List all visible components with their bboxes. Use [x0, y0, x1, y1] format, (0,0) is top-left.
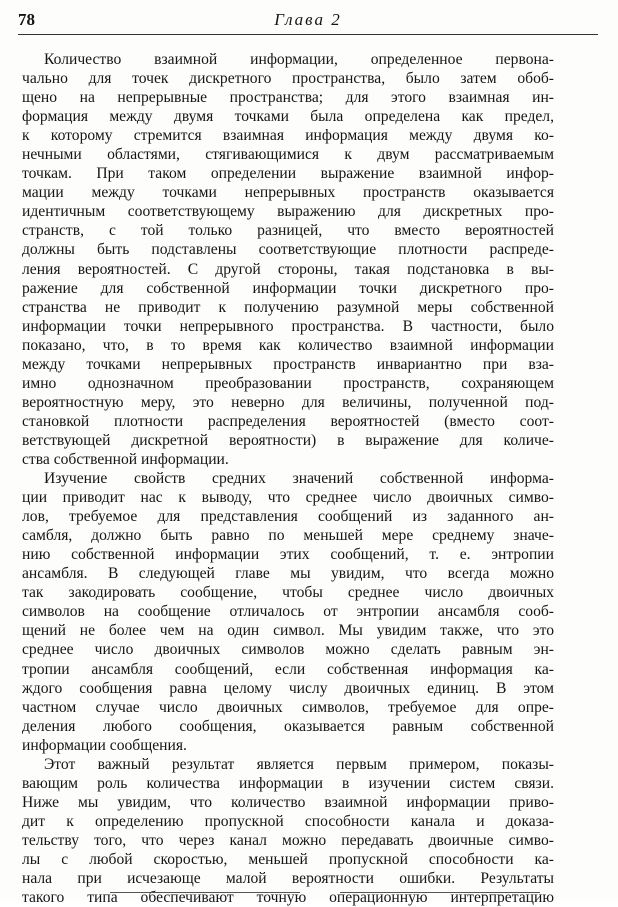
header-divider	[18, 34, 598, 35]
text-line: мации между точками непрерывных пространств оказывается	[22, 184, 554, 202]
text-line: дит к определению пропускной способности канала и доказа-	[22, 812, 554, 830]
running-title: Глава 2	[274, 10, 342, 29]
text-line: ждого сообщения равна целому числу двоичных единиц. В этом	[22, 679, 554, 697]
text-line: частном случае число двоичных символов, требуемое для опре-	[22, 698, 554, 716]
text-line: идентичным соответствующему выражению для дискретных про-	[22, 203, 554, 221]
text-line: вающим роль количества информации в изучении систем связи.	[22, 774, 554, 792]
text-line: нечными областями, стягивающимися к двум рассматриваемым	[22, 146, 554, 164]
text-line: деления любого сообщения, оказывается равным собственной	[22, 717, 554, 735]
page-number: 78	[18, 10, 35, 29]
text-line: лы с любой скоростью, меньшей пропускной способности ка-	[22, 850, 554, 868]
text-line: информации сообщения.	[22, 736, 187, 754]
text-line: формация между двумя точками была определена как предел,	[22, 108, 554, 126]
text-line: нию собственной информации этих сообщений, т. е. энтропии	[22, 546, 554, 564]
paragraph	[22, 50, 554, 469]
body-text	[22, 50, 554, 907]
footer-rule-right	[340, 892, 540, 893]
text-line: Ниже мы увидим, что количество взаимной информации приво-	[22, 793, 554, 811]
text-line: между точками непрерывных пространств инвариантно при вза-	[22, 355, 554, 373]
text-line: лов, требуемое для представления сообщений из заданного ан-	[22, 508, 554, 526]
text-line: тельству того, что через канал можно передавать двоичные симво-	[22, 831, 554, 849]
text-line: ции приводит нас к выводу, что среднее число двоичных симво-	[22, 489, 554, 507]
text-line: нала при исчезающе малой вероятности ошибки. Результаты	[22, 870, 554, 888]
text-line: Этот важный результат является первым примером, показы-	[44, 755, 554, 773]
text-line: самбля, должно быть равно по меньшей мере среднему значе-	[22, 527, 554, 545]
text-line: тропии ансамбля сообщений, если собственная информация ка-	[22, 660, 554, 678]
paragraph	[22, 755, 554, 907]
text-line: ражение для собственной информации точки дискретного про-	[22, 279, 554, 297]
text-line: щений не более чем на один символ. Мы увидим также, что это	[22, 622, 554, 640]
text-line: такого типа обеспечивают точную операционную интерпретацию	[22, 889, 554, 907]
text-line: вероятностную меру, это неверно для величины, полученной под-	[22, 393, 554, 411]
text-line: ветствующей дискретной вероятности) в выражение для количе-	[22, 431, 554, 449]
text-line: странств, с той только разницей, что вместо вероятностей	[22, 222, 554, 240]
text-line: становкой плотности распределения вероятностей (вместо соот-	[22, 412, 554, 430]
text-line: информации точки непрерывного пространства. В частности, было	[22, 317, 554, 335]
text-line: Количество взаимной информации, определенное первона-	[44, 51, 554, 68]
page-header	[18, 10, 598, 34]
text-line: ления вероятностей. С другой стороны, такая подстановка в вы-	[22, 260, 554, 278]
text-line: символов на сообщение отличалось от энтропии ансамбля сооб-	[22, 603, 554, 621]
text-line: имно однозначном преобразовании пространств, сохраняющем	[22, 374, 554, 392]
footer-rule-left	[110, 892, 300, 893]
text-line: должны быть подставлены соответствующие плотности распреде-	[22, 241, 554, 259]
text-line: ства собственной информации.	[22, 450, 229, 468]
text-line: Изучение свойств средних значений собственной информа-	[44, 470, 554, 488]
text-line: щено на непрерывные пространства; для этого взаимная ин-	[22, 89, 554, 107]
text-line: ансамбля. В следующей главе мы увидим, что всегда можно	[22, 565, 554, 583]
text-line: чально для точек дискретного пространства, было затем обоб-	[22, 70, 554, 88]
text-line: странства не приводит к получению разумной меры собственной	[22, 298, 554, 316]
text-line: показано, что, в то время как количество взаимной информации	[22, 336, 554, 354]
text-line: к которому стремится взаимная информация между двумя ко-	[22, 127, 554, 145]
text-line: точкам. При таком определении выражение взаимной инфор-	[22, 165, 554, 183]
paragraph	[22, 469, 554, 755]
text-line: так закодировать сообщение, чтобы среднее число двоичных	[22, 584, 554, 602]
text-line: среднее число двоичных символов можно сделать равным эн-	[22, 641, 554, 659]
